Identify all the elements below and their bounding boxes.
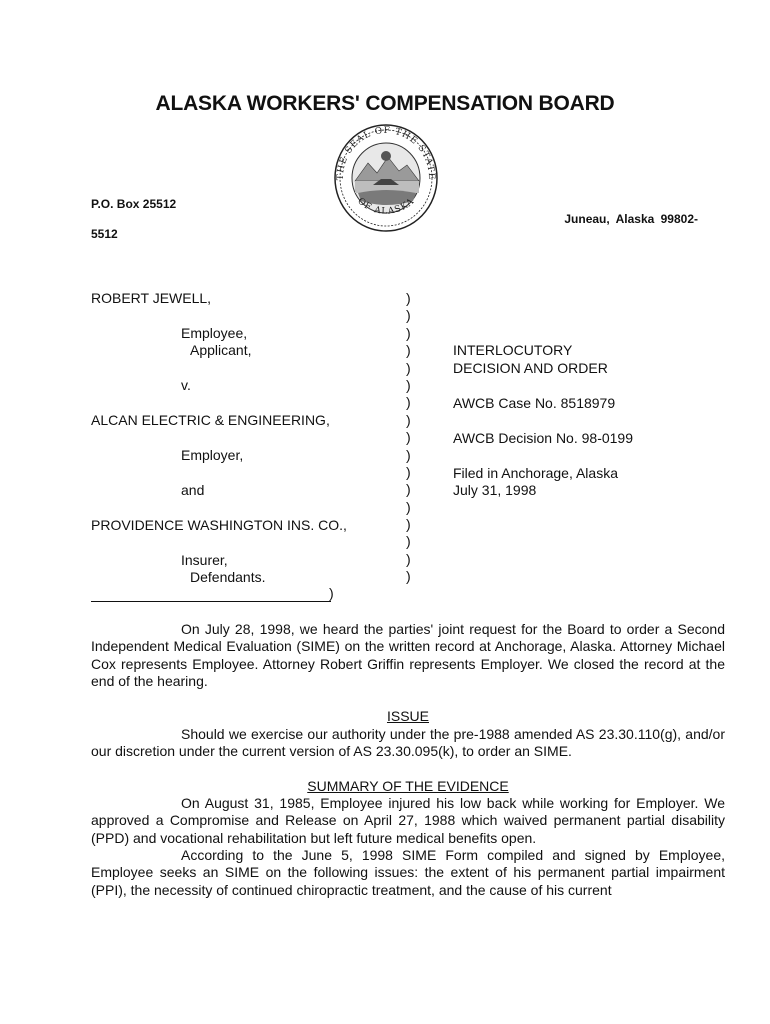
employer-label: Employer, xyxy=(181,447,244,463)
caption-paren: ) xyxy=(406,394,411,411)
po-box: P.O. Box 25512 xyxy=(91,197,177,211)
seal-text-top: THE SEAL OF THE STATE xyxy=(335,125,437,181)
employee-label: Employee, xyxy=(181,325,248,341)
issue-heading: ISSUE xyxy=(386,708,429,724)
filed-location: Filed in Anchorage, Alaska xyxy=(453,465,618,481)
caption-underline xyxy=(91,590,331,602)
decision-type-line1: INTERLOCUTORY xyxy=(453,342,573,358)
caption-paren: ) xyxy=(406,359,411,376)
caption-paren: ) xyxy=(406,481,411,498)
filed-date: July 31, 1998 xyxy=(453,482,537,498)
applicant-name: ROBERT JEWELL, xyxy=(91,290,212,306)
issue-paragraph: Should we exercise our authority under the pre-1988 amended AS 23.30.110(g), and/or our discretion under the current version of AS 23.30.095(k), to order an SIME. xyxy=(91,726,725,760)
city-state: Juneau, Alaska 99802- xyxy=(564,212,698,226)
versus: v. xyxy=(181,377,191,393)
summary-paragraph-1: On August 31, 1985, Employee injured his low back while working for Employer. We approved a Compromise and Release on April 27, 1988 which waived permanent partial disability (PPD) and vocational rehabilitation but left future medical benefits open. xyxy=(91,795,725,846)
caption-paren: ) xyxy=(406,516,411,533)
defendants-label: Defendants. xyxy=(190,569,266,585)
caption-paren: ) xyxy=(406,290,411,306)
decision-number: AWCB Decision No. 98-0199 xyxy=(453,430,634,446)
summary-heading: SUMMARY OF THE EVIDENCE xyxy=(307,778,509,794)
and-label: and xyxy=(181,482,205,498)
caption-paren: ) xyxy=(406,307,411,324)
caption-paren: ) xyxy=(406,568,411,585)
applicant-label: Applicant, xyxy=(190,342,252,358)
insurer-name: PROVIDENCE WASHINGTON INS. CO., xyxy=(91,517,347,533)
caption-paren: ) xyxy=(406,463,411,480)
seal-text-bottom: OF ALASKA xyxy=(355,196,417,217)
caption-paren: ) xyxy=(406,429,411,446)
caption-paren: ) xyxy=(406,324,411,341)
caption-paren: ) xyxy=(406,411,411,428)
intro-paragraph: On July 28, 1998, we heard the parties' joint request for the Board to order a Second Independent Medical Evaluation (SIME) on the written record at Anchorage, Alaska. Attorney Michael Cox represents Employee. Attorney Robert Griffin represents Employer. We closed the record at the end of the hearing. xyxy=(91,621,725,690)
caption-paren: ) xyxy=(406,533,411,550)
caption-paren: ) xyxy=(406,376,411,393)
zip-suffix: 5512 xyxy=(91,227,118,241)
caption-paren: ) xyxy=(406,498,411,515)
caption-paren: ) xyxy=(406,550,411,567)
caption-paren-column xyxy=(406,290,411,586)
board-title: ALASKA WORKERS' COMPENSATION BOARD xyxy=(155,92,615,115)
summary-paragraph-2: According to the June 5, 1998 SIME Form compiled and signed by Employee, Employee seeks an SIME on the following issues: the extent of his permanent partial impairment (PPI), the necessity of continued chiropractic treatment, and the cause of his current xyxy=(91,847,725,898)
insurer-label: Insurer, xyxy=(181,552,228,568)
caption-paren: ) xyxy=(329,585,334,601)
case-number: AWCB Case No. 8518979 xyxy=(453,395,616,411)
decision-type-line2: DECISION AND ORDER xyxy=(453,360,608,376)
employer-name: ALCAN ELECTRIC & ENGINEERING, xyxy=(91,412,330,428)
caption-paren: ) xyxy=(406,342,411,359)
caption-paren: ) xyxy=(406,446,411,463)
state-seal-logo xyxy=(333,123,439,233)
